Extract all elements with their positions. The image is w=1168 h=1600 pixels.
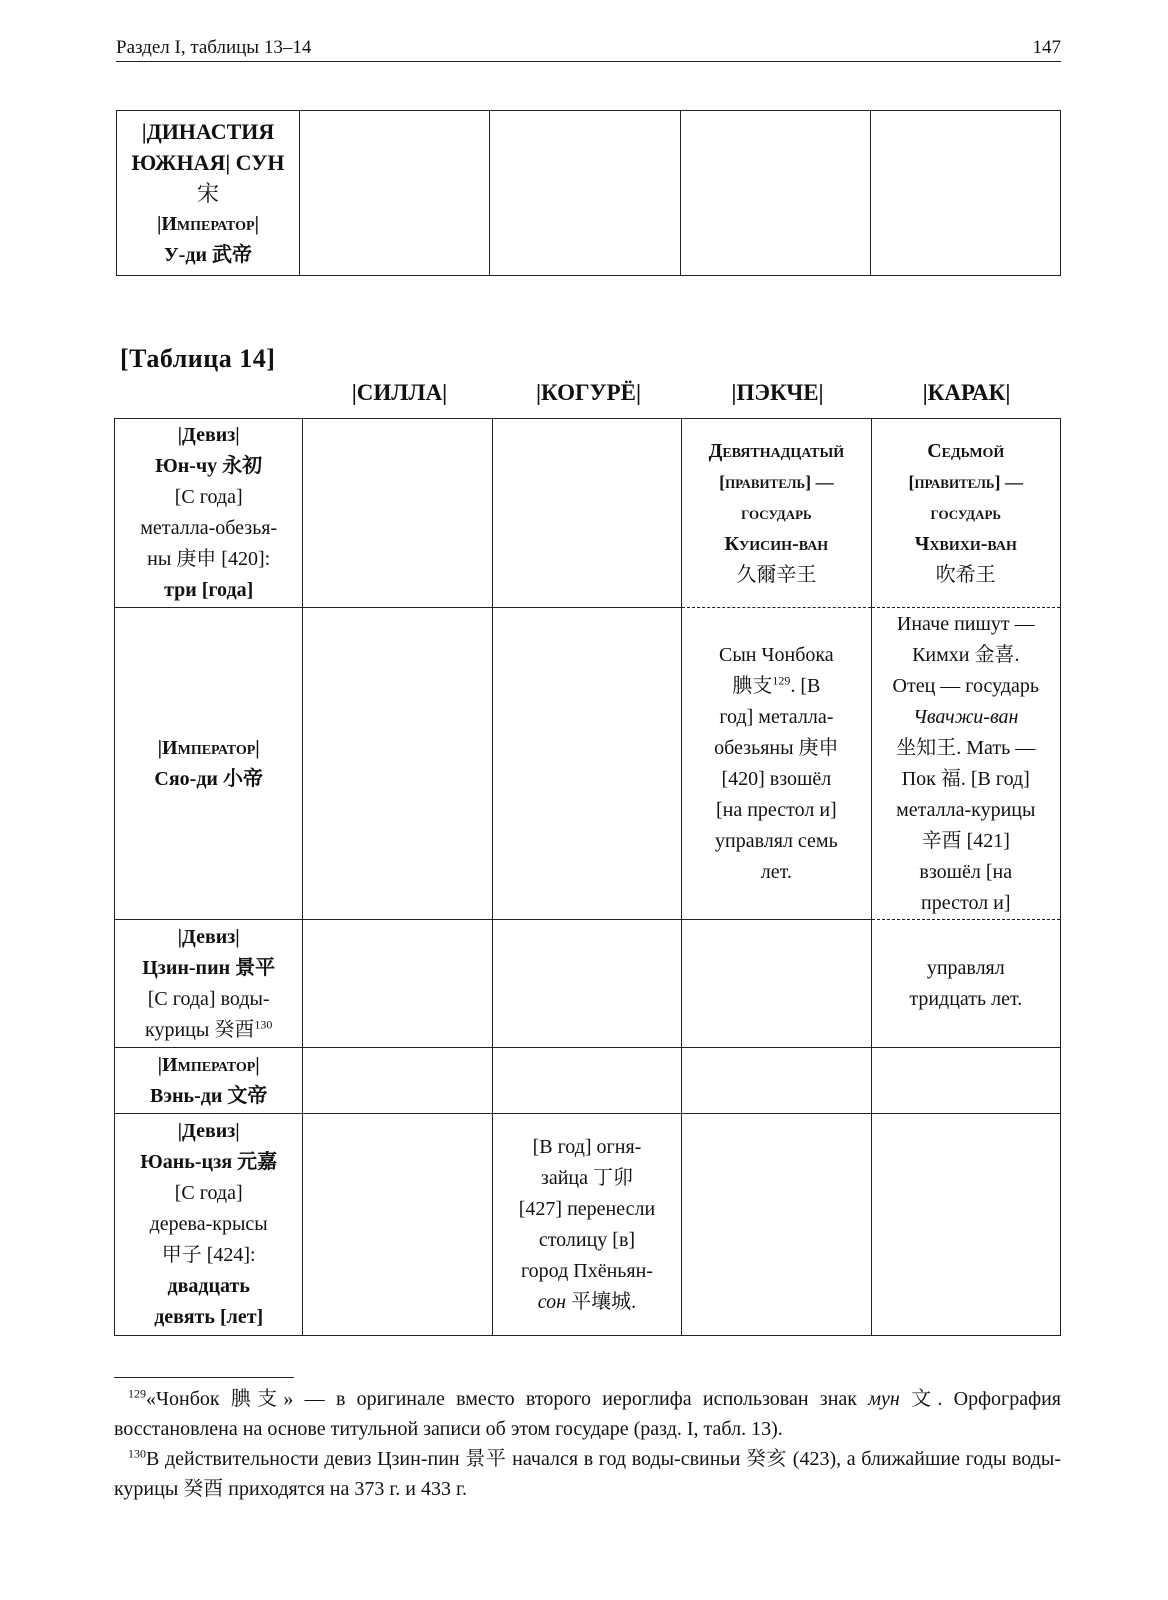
empty-cell [303,920,492,1048]
cell-line: |Император| [157,1053,260,1076]
cell-line: Юань-цзя 元嘉 [140,1151,278,1173]
column-header-karak: |КАРАК| [922,380,1011,405]
footnote-130 [114,1444,1061,1504]
cell-line: Юн-чу 永初 [155,455,263,477]
cell-line: |Девиз| [177,424,240,446]
table-14-column-headers [305,380,1061,414]
cell-line: 坐知王. Мать — [896,736,1036,759]
footnote-129 [114,1384,1061,1444]
page-number: 147 [1032,37,1061,58]
cell-line: Пок 福. [В год] [901,767,1030,790]
cell-line: год] металла- [719,705,834,728]
cell-line: столицу [в] [538,1228,636,1251]
footnote-number: 129 [128,1386,146,1401]
cell-line: |Девиз| [177,1120,240,1142]
cell-line: |Император| [156,212,260,235]
cell-line: Цзин-пин 景平 [142,956,276,979]
footnote-text: В действительности девиз Цзин-пин 景平 начался в год воды-свиньи 癸亥 (423), а ближайшие годы воды-курицы 癸酉 приходятся на 373 г. и 433 г. [114,1448,1061,1500]
footnote-divider [114,1377,294,1378]
cell-line: [427] перенесли [518,1197,656,1220]
emperor-cell [115,608,303,920]
empty-cell [682,1114,871,1336]
cell-line: управлял семь [715,829,838,852]
empty-cell [682,920,871,1048]
cell-line: Куисин-ван [724,532,829,555]
cell-line: 久爾辛王 [736,563,817,586]
footnotes [114,1377,1061,1504]
cell-line: металла-курицы [896,798,1036,821]
empty-cell [871,1048,1060,1114]
footnote-text: 文. Орфография восстановлена на основе титульной записи об этом государе (разд. I, табл. 13). [114,1388,1062,1440]
motto-cell [115,920,303,1048]
pekche-bio-cell [682,608,871,920]
motto-cell [115,419,303,608]
empty-cell [680,111,870,276]
cell-text: 平壤城. [566,1290,637,1313]
footnote-ref-130[interactable]: 130 [254,1016,273,1031]
cell-line: [правитель] — [908,471,1024,492]
table-14 [114,418,1061,1336]
cell-line [117,1015,300,1046]
empty-cell [303,419,492,608]
empty-cell [492,608,681,920]
table-row [115,1048,1061,1114]
footnote-text: «Чонбок 腆支» — в оригинале вместо второго иероглифа использован знак [146,1388,869,1410]
running-head [116,32,1061,62]
cell-line: [С года] [174,486,243,508]
cell-line: Иначе пишут — [896,612,1035,635]
karak-ruler-cell [871,419,1060,608]
koguryo-capital-cell [492,1114,681,1336]
cell-text: . [В [790,674,821,697]
cell-line: [В год] огня- [532,1135,642,1158]
empty-cell [682,1048,871,1114]
cell-line: Седьмой [927,439,1005,462]
footnote-ref-129[interactable]: 129 [772,672,791,687]
column-header-silla: |СИЛЛА| [351,380,448,405]
cell-line: [420] взошёл [721,767,832,790]
empty-cell [490,111,680,276]
cell-line: |Девиз| [177,925,240,948]
cell-line: государь [741,502,812,523]
cell-line: 甲子 [424]: [161,1244,256,1266]
cell-line: Чвачжи-ван [913,705,1019,728]
cell-text: сон [537,1290,567,1313]
cell-line: Вэнь-ди 文帝 [149,1084,268,1107]
empty-cell [303,1048,492,1114]
cell-line: лет. [760,860,792,883]
cell-line: двадцать [167,1275,250,1297]
cell-line: металла-обезья- [140,517,278,539]
table-row [115,419,1061,608]
cell-line: Чхвихи-ван [914,532,1017,555]
empty-cell [300,111,490,276]
cell-line: ны 庚申 [420]: [147,548,271,570]
empty-cell [303,1114,492,1336]
cell-line: ЮЖНАЯ| СУН [131,149,285,175]
cell-line: 辛酉 [421] [921,829,1010,852]
dynasty-cell [117,111,300,276]
cell-line: Кимхи 金喜. [912,643,1020,666]
cell-line: Сын Чонбока [719,643,834,666]
column-header-koguryo: |КОГУРЁ| [535,380,642,405]
empty-cell [492,920,681,1048]
cell-line: престол и] [921,891,1011,914]
empty-cell [870,111,1060,276]
cell-line: город Пхёньян- [520,1259,653,1282]
table-13-continuation [116,110,1061,276]
cell-line: 吹希王 [935,563,996,586]
cell-line: Девятнадцатый [708,439,845,462]
motto-cell [115,1114,303,1336]
empty-cell [492,419,681,608]
cell-line [495,1287,679,1318]
cell-line: 宋 [196,180,219,206]
cell-line: Отец — государь [892,674,1040,697]
cell-line: [С года] [174,1182,243,1204]
pekche-ruler-cell [682,419,871,608]
table-row [115,1114,1061,1336]
cell-line: государь [930,502,1002,523]
cell-line: У-ди 武帝 [164,243,252,266]
cell-line: взошёл [на [919,860,1013,883]
cell-text: 腆支 [732,674,773,697]
table-row [115,608,1061,920]
table-14-title: [Таблица 14] [120,344,276,373]
cell-line: обезьяны 庚申 [714,736,839,759]
table-row [115,920,1061,1048]
cell-line: дерева-крысы [149,1213,268,1235]
empty-cell [871,1114,1060,1336]
cell-line [684,671,868,702]
column-header-pekche: |ПЭКЧЕ| [731,380,824,405]
cell-line: управлял [926,956,1005,979]
cell-line: девять [лет] [154,1306,264,1328]
cell-line: |Император| [157,736,260,759]
footnote-number: 130 [128,1446,146,1461]
emperor-cell [115,1048,303,1114]
cell-line: три [года] [164,579,254,601]
karak-continuation-cell [871,920,1060,1048]
cell-line: Сяо-ди 小帝 [154,767,263,790]
cell-text: курицы 癸酉 [145,1018,255,1041]
footnote-text: мун [868,1388,900,1410]
cell-line: |ДИНАСТИЯ [141,118,275,144]
section-title: Раздел I, таблицы 13–14 [116,37,312,58]
cell-line: зайца 丁卯 [540,1166,633,1189]
table-row [117,111,1061,276]
cell-line: тридцать лет. [909,987,1023,1010]
empty-cell [492,1048,681,1114]
empty-cell [303,608,492,920]
karak-bio-cell [871,608,1060,920]
cell-line: [правитель] — [719,471,834,492]
cell-line: [С года] воды- [147,987,270,1010]
cell-line: [на престол и] [715,798,837,821]
